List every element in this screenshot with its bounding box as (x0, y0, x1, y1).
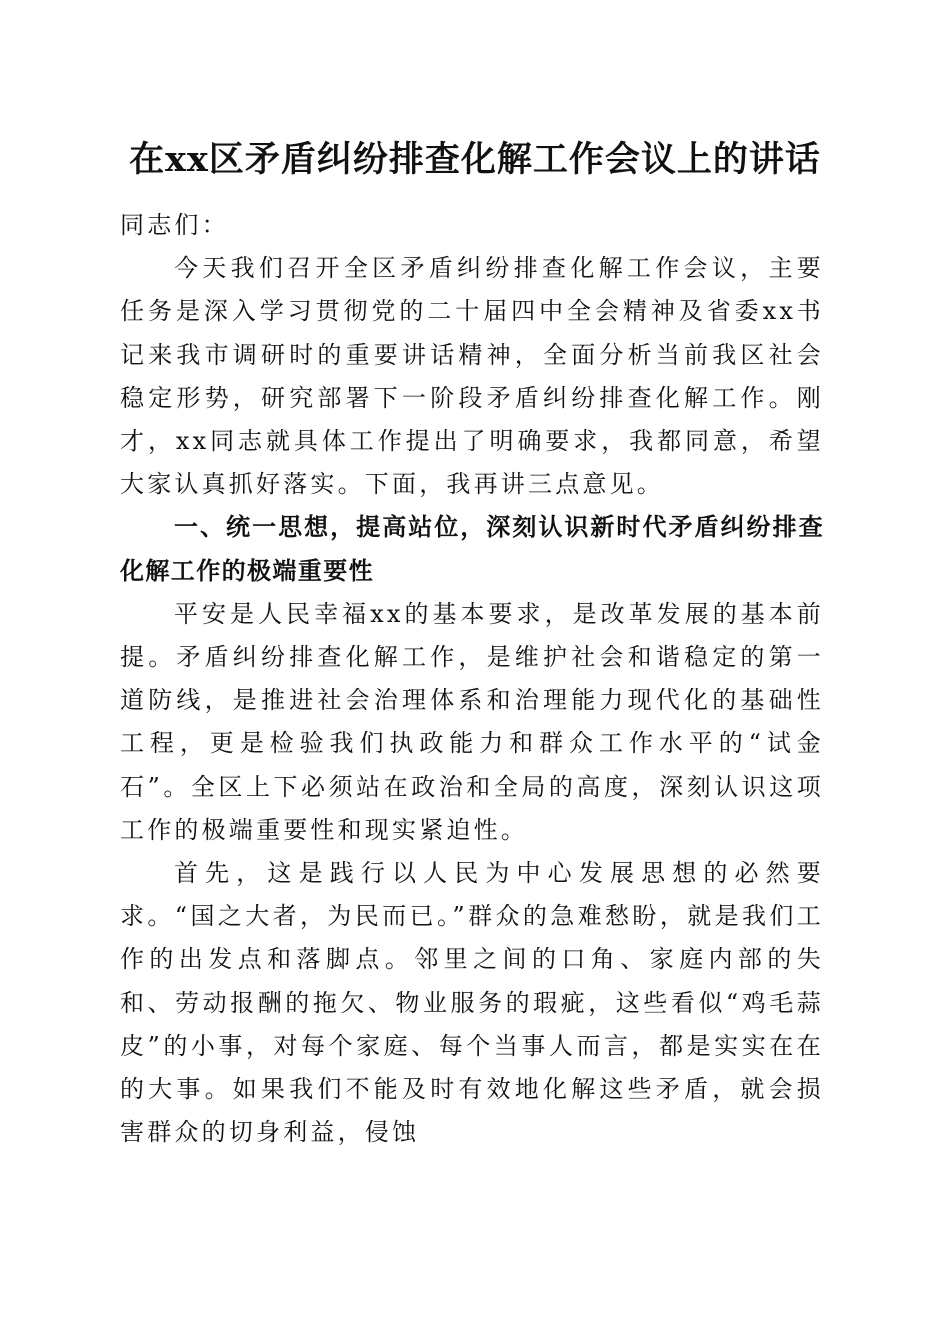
paragraph-importance: 平安是人民幸福xx的基本要求，是改革发展的基本前提。矛盾纠纷排查化解工作，是维护社会和谐稳定的第一道防线，是推进社会治理体系和治理能力现代化的基础性工程，更是检验我们执政能力和群众工作水平的“试金石”。全区上下必须站在政治和全局的高度，深刻认识这项工作的极端重要性和现实紧迫性。 (120, 599, 824, 844)
salutation: 同志们： (120, 211, 229, 239)
section-heading-1: 一、统一思想，提高站位，深刻认识新时代矛盾纠纷排查化解工作的极端重要性 (120, 513, 824, 585)
document-body (120, 204, 824, 1154)
document-title: 在xx区矛盾纠纷排查化解工作会议上的讲话 (129, 139, 821, 180)
paragraph-intro: 今天我们召开全区矛盾纠纷排查化解工作会议，主要任务是深入学习贯彻党的二十届四中全会精神及省委xx书记来我市调研时的重要讲话精神，全面分析当前我区社会稳定形势，研究部署下一阶段矛盾纠纷排查化解工作。刚才，xx同志就具体工作提出了明确要求，我都同意，希望大家认真抓好落实。下面，我再讲三点意见。 (120, 254, 824, 499)
paragraph-first-point: 首先，这是践行以人民为中心发展思想的必然要求。“国之大者，为民而已。”群众的急难愁盼，就是我们工作的出发点和落脚点。邻里之间的口角、家庭内部的失和、劳动报酬的拖欠、物业服务的瑕疵，这些看似“鸡毛蒜皮”的小事，对每个家庭、每个当事人而言，都是实实在在的大事。如果我们不能及时有效地化解这些矛盾，就会损害群众的切身利益，侵蚀 (120, 859, 824, 1147)
